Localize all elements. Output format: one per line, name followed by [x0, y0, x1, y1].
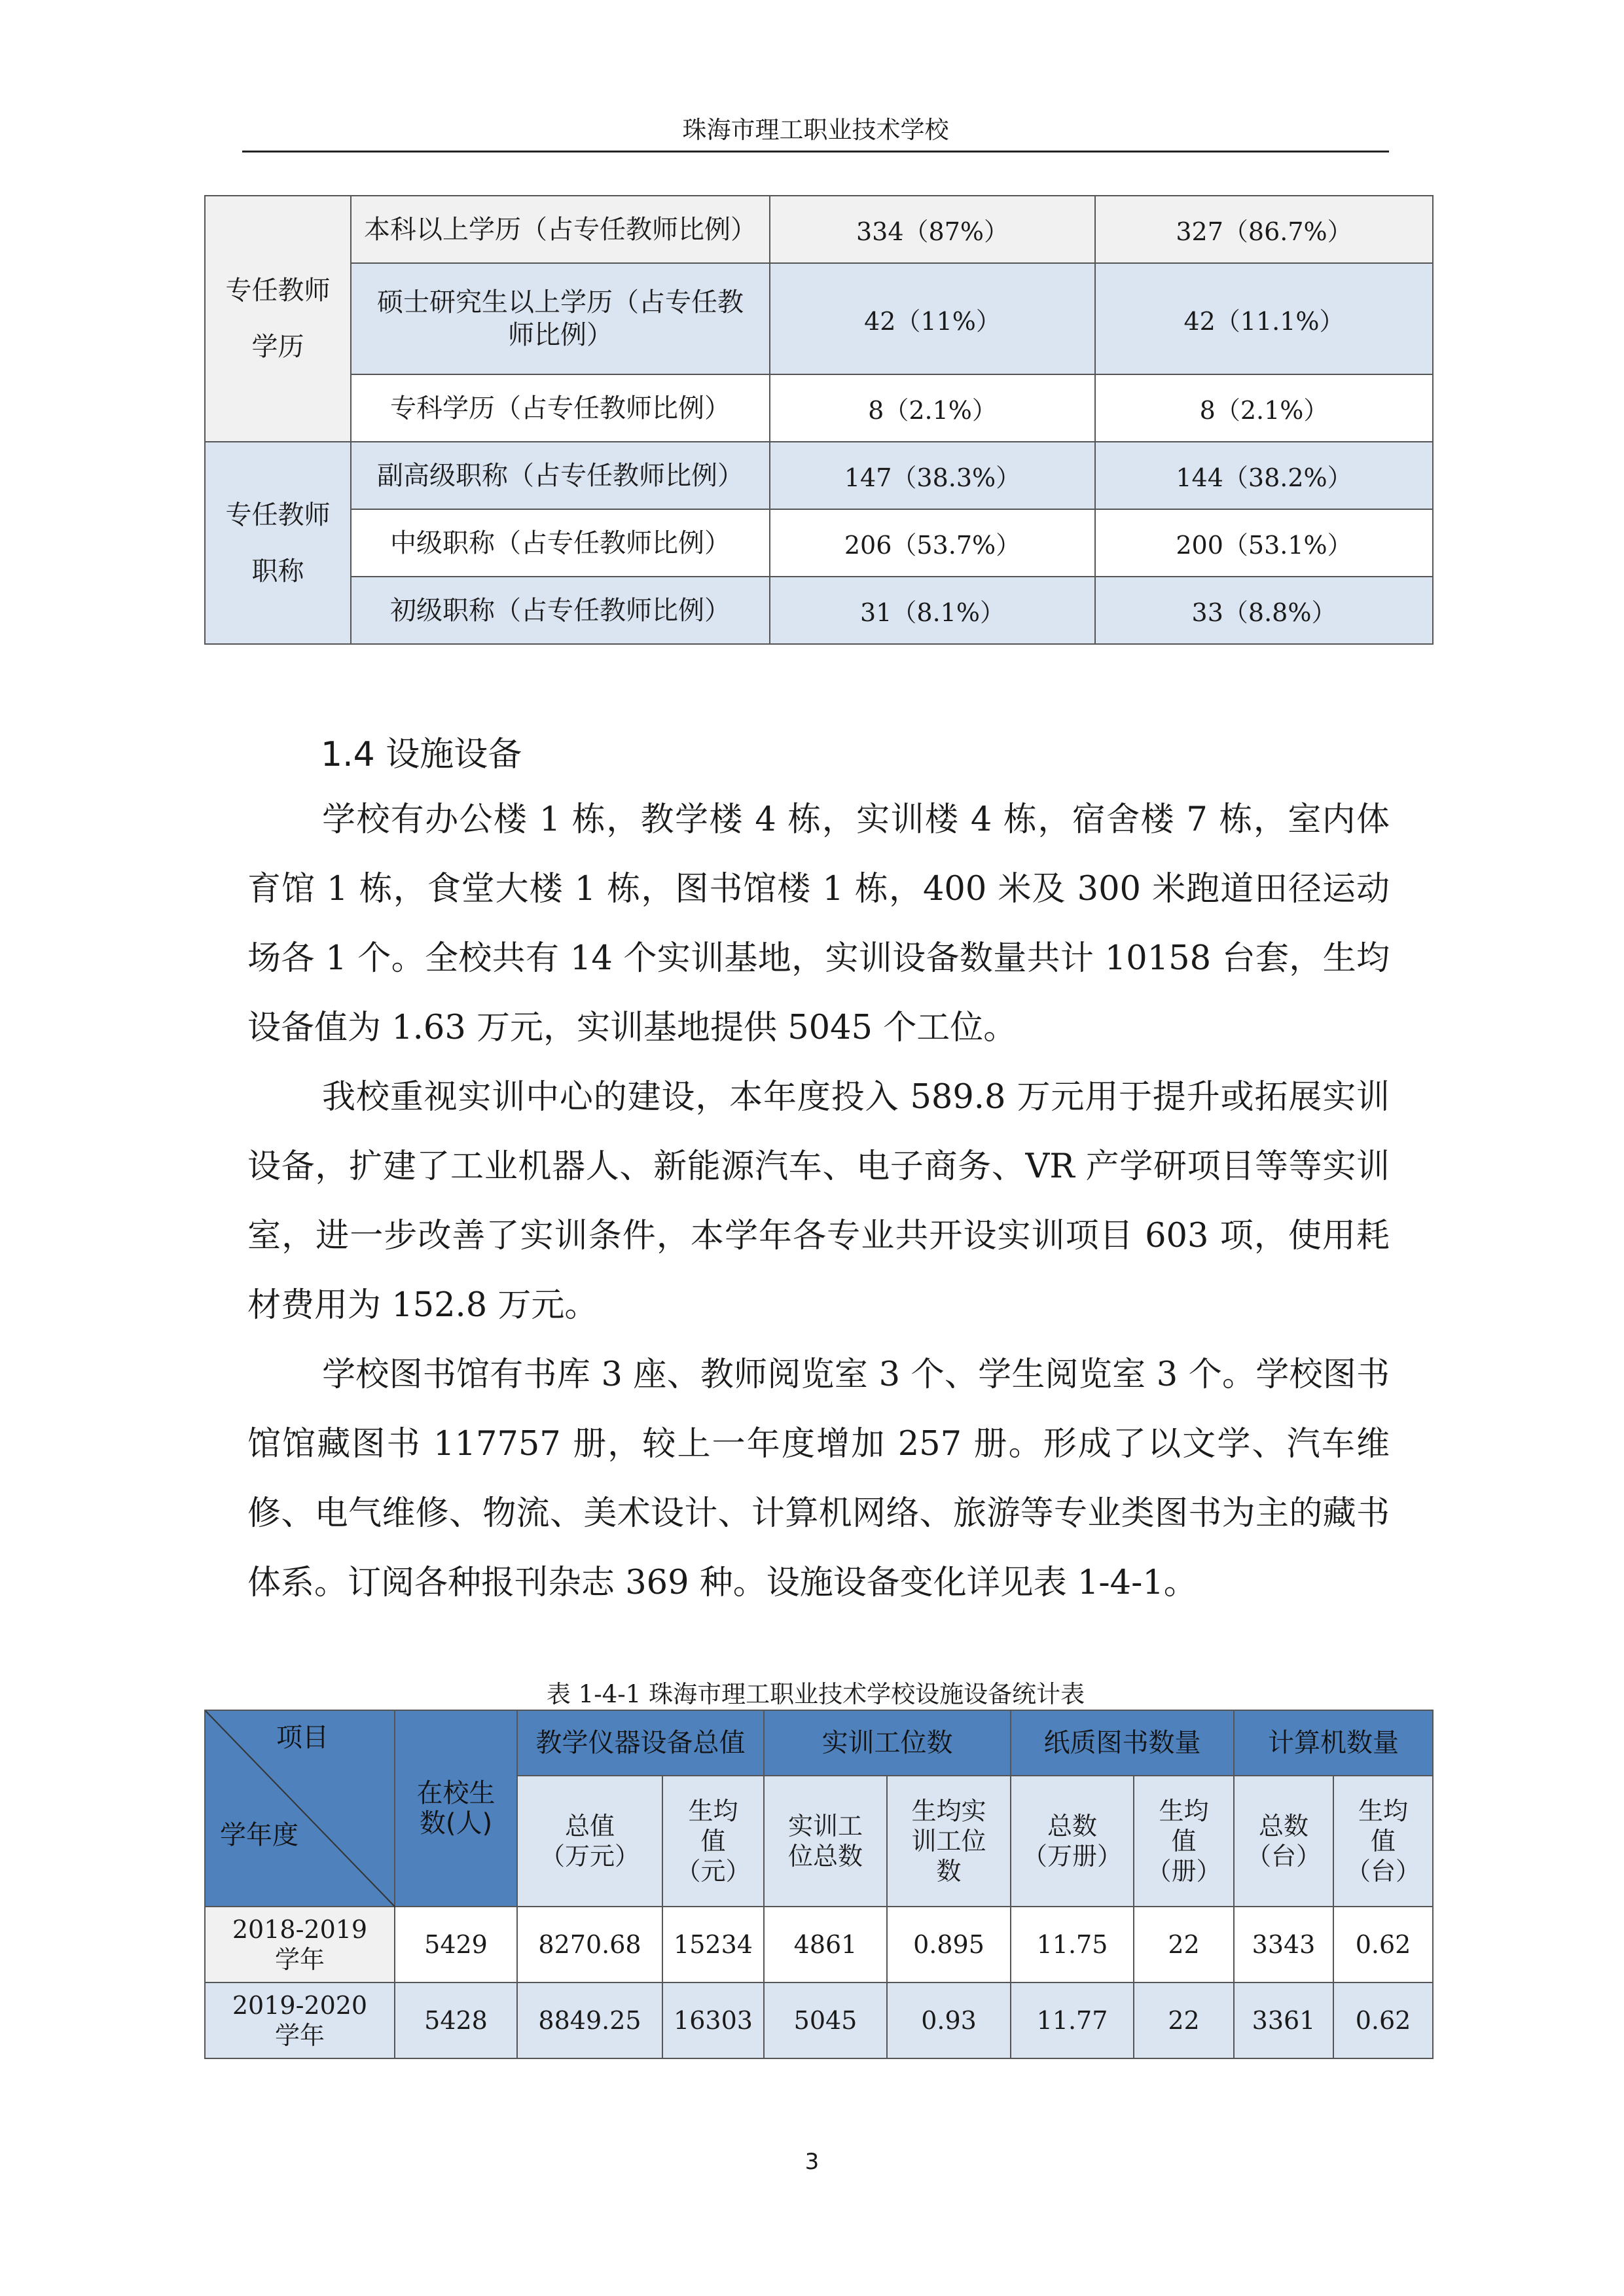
- year-cell: [205, 1907, 395, 1982]
- value-cell: 15234: [662, 1907, 764, 1982]
- corner-bottom-label: 学年度: [220, 1820, 298, 1850]
- subheader-line: （册）: [1146, 1857, 1221, 1886]
- category-line: 专任教师: [225, 276, 331, 306]
- header-rule: [242, 151, 1389, 152]
- table-row: [205, 263, 1433, 374]
- table-row: [205, 577, 1433, 644]
- row-label-line: 中级职称（占专任教师比例）: [390, 528, 731, 558]
- year-line: 学年: [274, 2021, 325, 2050]
- subheader-line: （台）: [1246, 1842, 1321, 1871]
- value-cell: 0.62: [1333, 1907, 1433, 1982]
- value-cell: 8270.68: [517, 1907, 662, 1982]
- subheader: [1234, 1776, 1333, 1907]
- running-header: 珠海市理工职业技术学校: [682, 116, 949, 144]
- subheader: [517, 1776, 662, 1907]
- value-cell: 22: [1134, 1907, 1234, 1982]
- value-cell: 147（38.3%）: [770, 442, 1095, 509]
- subheader-line: 值: [700, 1827, 726, 1856]
- year-line: 2019-2020: [232, 1991, 368, 2020]
- subheader-line: （台）: [1345, 1857, 1420, 1886]
- corner-top-label: 项目: [276, 1723, 329, 1753]
- subheader-line: 数: [936, 1857, 962, 1886]
- value-cell: 33（8.8%）: [1095, 577, 1433, 644]
- year-line: 2018-2019: [232, 1915, 368, 1944]
- value-cell: 0.895: [887, 1907, 1011, 1982]
- subheader: [1333, 1776, 1433, 1907]
- value-cell: 206（53.7%）: [770, 509, 1095, 577]
- value-cell: 0.93: [887, 1982, 1011, 2058]
- row-label-line: 副高级职称（占专任教师比例）: [377, 460, 744, 491]
- students-header: [395, 1710, 517, 1907]
- category-line: 学历: [251, 332, 304, 362]
- row-label: [351, 263, 770, 374]
- staff-qualification-table: [204, 195, 1434, 645]
- subheader-line: 训工位: [911, 1827, 986, 1856]
- category-line: 职称: [251, 556, 304, 586]
- value-cell: 16303: [662, 1982, 764, 2058]
- row-label: [351, 509, 770, 577]
- subheader: [887, 1776, 1011, 1907]
- group-header: 纸质图书数量: [1011, 1710, 1234, 1776]
- value-cell: 3343: [1234, 1907, 1333, 1982]
- value-cell: 144（38.2%）: [1095, 442, 1433, 509]
- subheader-line: （万册）: [1022, 1842, 1122, 1871]
- section-heading: 1.4 设施设备: [321, 735, 522, 774]
- subheader-line: （万元）: [539, 1842, 640, 1871]
- row-label-line: 本科以上学历（占专任教师比例）: [364, 214, 757, 245]
- category-line: 专任教师: [225, 499, 331, 530]
- header-row: [205, 1710, 1433, 1776]
- subheader: [764, 1776, 887, 1907]
- category-cell: [205, 196, 351, 442]
- value-cell: 0.62: [1333, 1982, 1433, 2058]
- paragraph: 我校重视实训中心的建设，本年度投入 589.8 万元用于提升或拓展实训设备，扩建了工业机器人、新能源汽车、电子商务、VR 产学研项目等等实训室，进一步改善了实训条件，本学年各专业共开设实训项目 603 项，使用耗材费用为 152.8 万元。: [247, 1078, 1390, 1325]
- subheader-line: 值: [1370, 1827, 1396, 1856]
- value-cell: 42（11.1%）: [1095, 263, 1433, 374]
- subheader-line: 总值: [564, 1812, 615, 1840]
- row-label-line: 专科学历（占专任教师比例）: [390, 393, 731, 423]
- subheader-line: 生均实: [911, 1797, 986, 1825]
- row-label-line: 硕士研究生以上学历（占专任教: [377, 287, 744, 317]
- table-caption: 表 1-4-1 珠海市理工职业技术学校设施设备统计表: [546, 1680, 1085, 1708]
- group-header: 教学仪器设备总值: [517, 1710, 764, 1776]
- subheader: [1011, 1776, 1134, 1907]
- value-cell: 8（2.1%）: [1095, 374, 1433, 442]
- value-cell: 11.77: [1011, 1982, 1134, 2058]
- subheader-line: 总数: [1047, 1812, 1097, 1840]
- row-label: [351, 442, 770, 509]
- value-cell: 327（86.7%）: [1095, 196, 1433, 263]
- subheader-line: 生均: [1159, 1797, 1209, 1825]
- students-cell: 5428: [395, 1982, 517, 2058]
- table-row: [205, 442, 1433, 509]
- subheader-line: 实训工: [787, 1812, 863, 1840]
- subheader-line: 位总数: [787, 1842, 863, 1871]
- value-cell: 3361: [1234, 1982, 1333, 2058]
- page-number: 3: [804, 2149, 820, 2175]
- value-cell: 4861: [764, 1907, 887, 1982]
- row-label: [351, 374, 770, 442]
- group-header: 实训工位数: [764, 1710, 1011, 1776]
- group-header: 计算机数量: [1234, 1710, 1433, 1776]
- category-cell: [205, 442, 351, 644]
- paragraph: 学校图书馆有书库 3 座、教师阅览室 3 个、学生阅览室 3 个。学校图书馆馆藏图书 117757 册，较上一年度增加 257 册。形成了以文学、汽车维修、电气维修、物流、美术设计、计算机网络、旅游等专业类图书为主的藏书体系。订阅各种报刊杂志 369 种。设施设备变化详见表 1-4-1。: [247, 1355, 1390, 1602]
- table-row: [205, 374, 1433, 442]
- row-label: [351, 196, 770, 263]
- facility-statistics-table: [204, 1710, 1434, 2059]
- value-cell: 8（2.1%）: [770, 374, 1095, 442]
- subheader: [662, 1776, 764, 1907]
- corner-header-cell: [205, 1710, 395, 1907]
- header-line: 在校生: [416, 1778, 496, 1808]
- subheader-line: 生均: [688, 1797, 738, 1825]
- table-row: [205, 509, 1433, 577]
- value-cell: 8849.25: [517, 1982, 662, 2058]
- students-cell: 5429: [395, 1907, 517, 1982]
- header-line: 数(人): [419, 1808, 493, 1839]
- subheader-line: 总数: [1258, 1812, 1308, 1840]
- value-cell: 334（87%）: [770, 196, 1095, 263]
- paragraph: 学校有办公楼 1 栋，教学楼 4 栋，实训楼 4 栋，宿舍楼 7 栋，室内体育馆 1 栋，食堂大楼 1 栋，图书馆楼 1 栋，400 米及 300 米跑道田径运动场各 1 个。全校共有 14 个实训基地，实训设备数量共计 10158 台套，生均设备值为 1.63 万元，实训基地提供 5045 个工位。: [247, 800, 1390, 1047]
- value-cell: 22: [1134, 1982, 1234, 2058]
- value-cell: 11.75: [1011, 1907, 1134, 1982]
- table-row: [205, 1982, 1433, 2058]
- subheader-line: （元）: [676, 1857, 751, 1886]
- table-row: [205, 1907, 1433, 1982]
- subheader-line: 生均: [1358, 1797, 1408, 1825]
- value-cell: 42（11%）: [770, 263, 1095, 374]
- year-cell: [205, 1982, 395, 2058]
- value-cell: 5045: [764, 1982, 887, 2058]
- year-line: 学年: [274, 1945, 325, 1974]
- subheader-line: 值: [1171, 1827, 1197, 1856]
- row-label-line: 师比例）: [508, 320, 613, 350]
- row-label-line: 初级职称（占专任教师比例）: [390, 595, 731, 626]
- value-cell: 200（53.1%）: [1095, 509, 1433, 577]
- table-row: [205, 196, 1433, 263]
- row-label: [351, 577, 770, 644]
- subheader: [1134, 1776, 1234, 1907]
- value-cell: 31（8.1%）: [770, 577, 1095, 644]
